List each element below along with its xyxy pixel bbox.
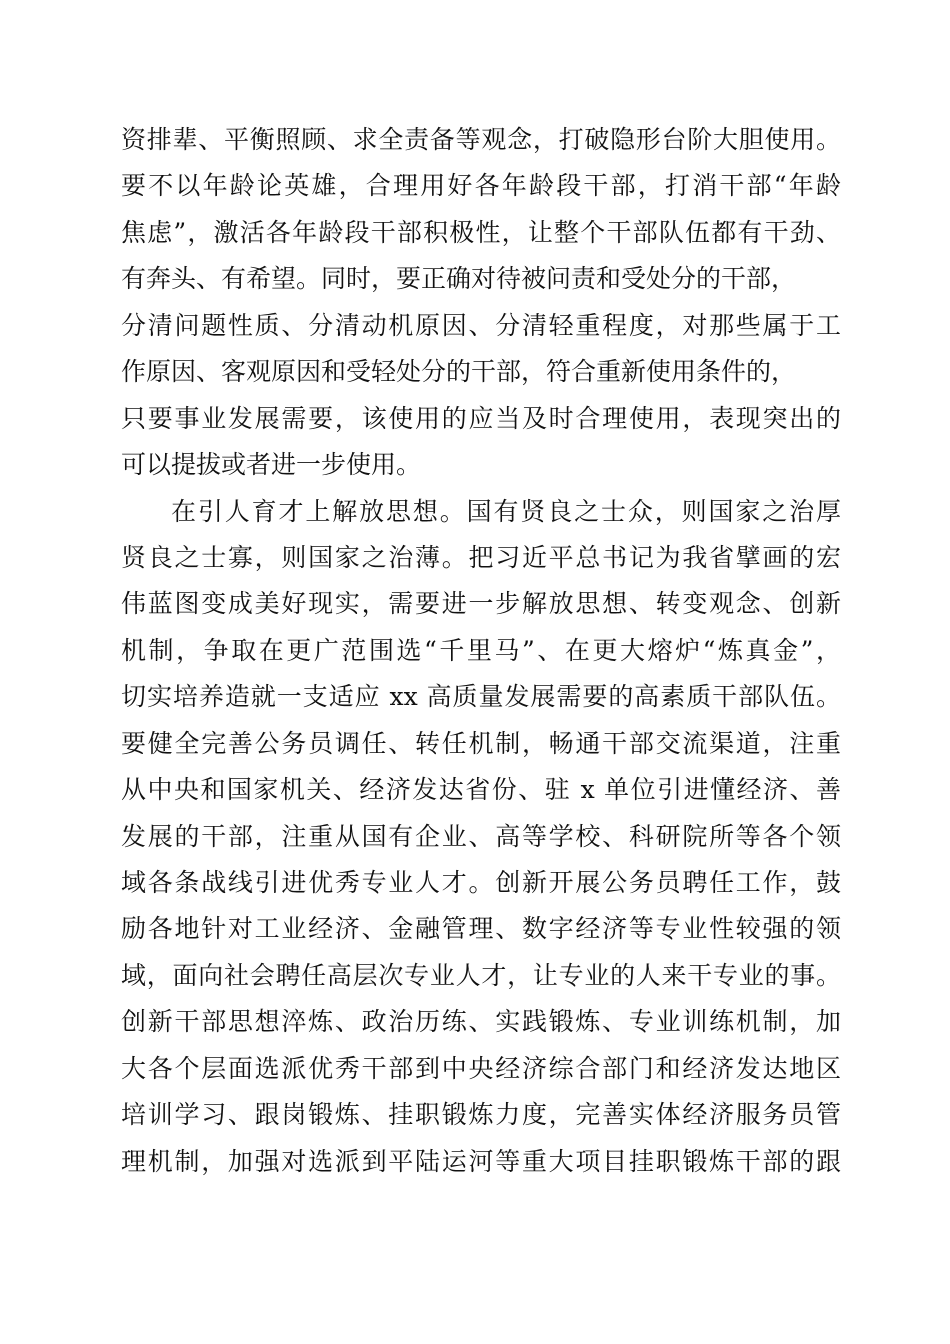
paragraph-line: 焦虑”，激活各年龄段干部积极性，让整个干部队伍都有干劲、	[121, 217, 841, 247]
paragraph-line: 从中央和国家机关、经济发达省份、驻 x 单位引进懂经济、善	[121, 775, 841, 805]
paragraph-line: 发展的干部，注重从国有企业、高等学校、科研院所等各个领	[121, 821, 841, 851]
paragraph-line: 分清问题性质、分清动机原因、分清轻重程度，对那些属于工	[121, 310, 841, 340]
paragraph-line: 励各地针对工业经济、金融管理、数字经济等专业性较强的领	[121, 914, 841, 944]
paragraph-heading-line: 在引人育才上解放思想。国有贤良之士众，则国家之治厚	[171, 496, 841, 526]
paragraph-line: 域，面向社会聘任高层次专业人才，让专业的人来干专业的事。	[121, 960, 841, 990]
paragraph-line: 有奔头、有希望。同时，要正确对待被问责和受处分的干部，	[121, 264, 797, 294]
paragraph-line: 只要事业发展需要，该使用的应当及时合理使用，表现突出的	[121, 403, 841, 433]
paragraph-line: 贤良之士寡，则国家之治薄。把习近平总书记为我省擘画的宏	[121, 542, 841, 572]
paragraph-line: 作原因、客观原因和受轻处分的干部，符合重新使用条件的，	[121, 357, 797, 387]
paragraph-line: 机制，争取在更广范围选“千里马”、在更大熔炉“炼真金”，	[121, 635, 841, 665]
paragraph-line: 大各个层面选派优秀干部到中央经济综合部门和经济发达地区	[121, 1053, 841, 1083]
paragraph-line: 伟蓝图变成美好现实，需要进一步解放思想、转变观念、创新	[121, 589, 841, 619]
paragraph-age-and-discipline	[121, 117, 841, 489]
paragraph-line: 要不以年龄论英雄，合理用好各年龄段干部，打消干部“年龄	[121, 171, 841, 201]
paragraph-line: 培训学习、跟岗锻炼、挂职锻炼力度，完善实体经济服务员管	[121, 1100, 841, 1130]
paragraph-line: 可以提拔或者进一步使用。	[121, 450, 422, 480]
paragraph-line: 要健全完善公务员调任、转任机制，畅通干部交流渠道，注重	[121, 728, 841, 758]
paragraph-line: 域各条战线引进优秀专业人才。创新开展公务员聘任工作，鼓	[121, 868, 841, 897]
paragraph-line: 创新干部思想淬炼、政治历练、实践锻炼、专业训练机制，加	[121, 1007, 841, 1037]
paragraph-line: 理机制，加强对选派到平陆运河等重大项目挂职锻炼干部的跟	[121, 1146, 841, 1176]
paragraph-talent-introduction	[121, 489, 841, 1186]
paragraph-line: 资排辈、平衡照顾、求全责备等观念，打破隐形台阶大胆使用。	[121, 125, 841, 154]
document-body	[121, 117, 841, 1185]
paragraph-line: 切实培养造就一支适应 xx 高质量发展需要的高素质干部队伍。	[121, 682, 841, 712]
